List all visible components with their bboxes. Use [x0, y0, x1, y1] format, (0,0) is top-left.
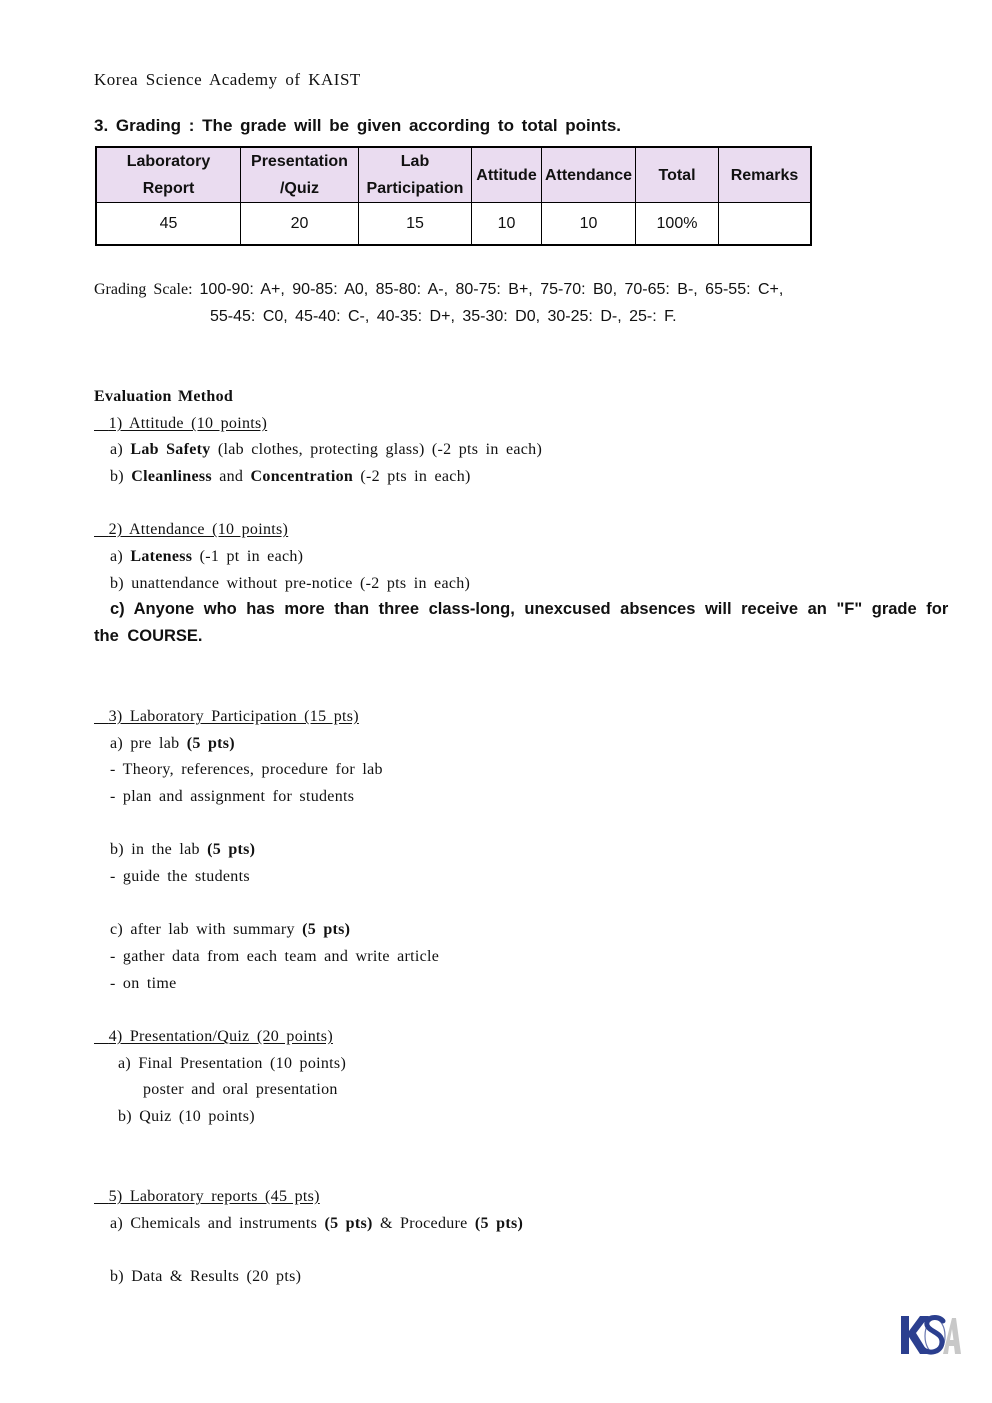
evaluation-title: Evaluation Method — [94, 388, 234, 405]
header-lab-participation: Lab Participation — [359, 147, 472, 203]
reports-heading: 5) Laboratory reports (45 pts) — [108, 1188, 320, 1205]
table-row — [96, 203, 811, 246]
participation-b-detail-1: - guide the students — [110, 868, 250, 885]
grading-scale-values-1: 100-90: A+, 90-85: A0, 85-80: A-, 80-75: B+, 75-70: B0, 70-65: B-, 65-55: C+, — [199, 281, 784, 298]
participation-a-detail-2: - plan and assignment for students — [110, 788, 355, 805]
header-attitude: Attitude — [472, 147, 542, 203]
logo-letter-s — [923, 1318, 943, 1353]
presentation-a-detail: poster and oral presentation — [143, 1081, 338, 1098]
header-laboratory-report: Laboratory Report — [96, 147, 241, 203]
reports-item-a: a) Chemicals and instruments (5 pts) & Procedure (5 pts) — [110, 1215, 524, 1232]
attendance-item-c-line-1: c) Anyone who has more than three class-long, unexcused absences will receive an "F" grade for — [110, 600, 949, 618]
attendance-item-b: b) unattendance without pre-notice (-2 pts in each) — [110, 575, 471, 592]
cell-total: 100% — [636, 203, 719, 246]
grading-table — [95, 146, 812, 246]
reports-item-b: b) Data & Results (20 pts) — [110, 1268, 302, 1285]
attendance-item-a: a) Lateness (-1 pt in each) — [110, 548, 304, 565]
cell-presentation-quiz: 20 — [241, 203, 359, 246]
participation-heading: 3) Laboratory Participation (15 pts) — [108, 708, 359, 725]
participation-c-detail-1: - gather data from each team and write article — [110, 948, 440, 965]
attendance-heading: 2) Attendance (10 points) — [108, 521, 289, 538]
cell-attitude: 10 — [472, 203, 542, 246]
participation-c-detail-2: - on time — [110, 975, 177, 992]
grading-scale-label: Grading Scale: — [94, 281, 193, 298]
ksa-logo — [898, 1312, 962, 1358]
header-presentation-quiz: Presentation /Quiz — [241, 147, 359, 203]
attitude-item-a: a) Lab Safety (lab clothes, protecting glass) (-2 pts in each) — [110, 441, 543, 458]
logo-letter-a — [943, 1318, 961, 1354]
attitude-heading: 1) Attitude (10 points) — [108, 415, 268, 432]
institution-header: Korea Science Academy of KAIST — [94, 70, 361, 89]
participation-a-detail-1: - Theory, references, procedure for lab — [110, 761, 383, 778]
cell-laboratory-report: 45 — [96, 203, 241, 246]
presentation-item-b: b) Quiz (10 points) — [118, 1108, 255, 1125]
grading-title: 3. Grading : The grade will be given according to total points. — [94, 116, 621, 135]
presentation-heading: 4) Presentation/Quiz (20 points) — [108, 1028, 333, 1045]
grading-scale-line-2: 55-45: C0, 45-40: C-, 40-35: D+, 35-30: D0, 30-25: D-, 25-: F. — [210, 308, 677, 325]
table-header-row — [96, 147, 811, 203]
header-total: Total — [636, 147, 719, 203]
cell-remarks — [719, 203, 812, 246]
participation-item-b: b) in the lab (5 pts) — [110, 841, 256, 858]
presentation-item-a: a) Final Presentation (10 points) — [118, 1055, 347, 1072]
attitude-item-b: b) Cleanliness and Concentration (-2 pts in each) — [110, 468, 471, 485]
cell-attendance: 10 — [542, 203, 636, 246]
header-attendance: Attendance — [542, 147, 636, 203]
grading-scale-line-1 — [94, 281, 783, 299]
cell-lab-participation: 15 — [359, 203, 472, 246]
participation-item-a: a) pre lab (5 pts) — [110, 735, 235, 752]
attendance-item-c-line-2: the COURSE. — [94, 627, 203, 645]
header-remarks: Remarks — [719, 147, 812, 203]
participation-item-c: c) after lab with summary (5 pts) — [110, 921, 351, 938]
